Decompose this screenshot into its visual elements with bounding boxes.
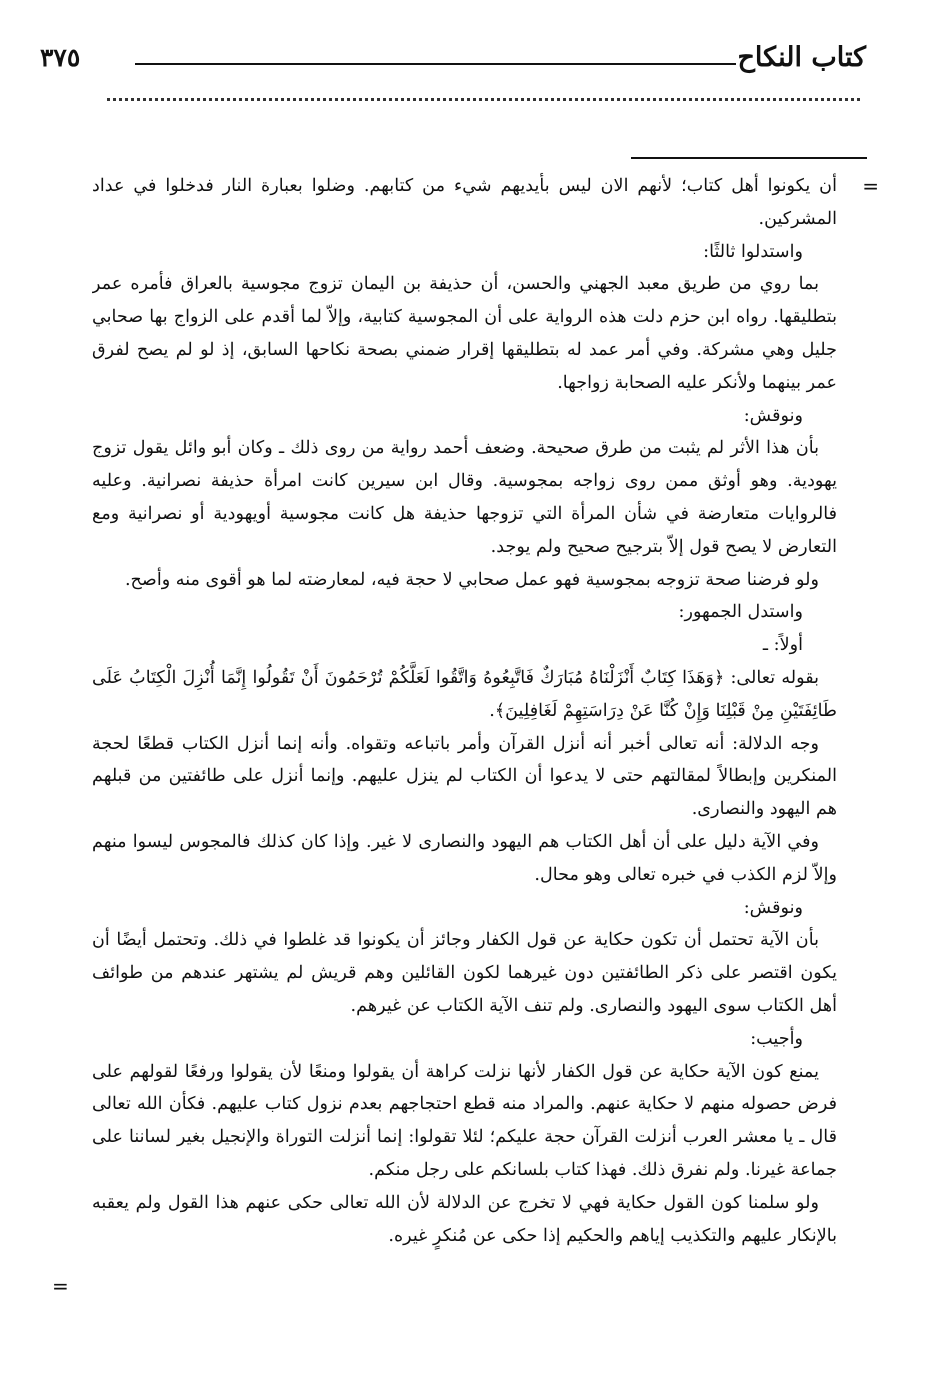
- paragraph: ولو سلمنا كون القول حكاية فهي لا تخرج عن الدلالة لأن الله تعالى حكى عنهم هذا القول ولم يعقبه بالإنكار عليهم والتكذيب إياهم والحكيم إذا حكى عن مُنكرٍ غيره.: [92, 1192, 837, 1246]
- footnote-rule: [631, 157, 867, 159]
- continuation-mark-top: =: [862, 174, 879, 198]
- continuation-mark-bottom: =: [52, 1274, 69, 1298]
- paragraph: بأن الآية تحتمل أن تكون حكاية عن قول الكفار وجائز أن يكونوا قد غلطوا في ذلك. وتحتمل أيضًا أن يكون اقتصر على ذكر الطائفتين دون غيرهما لكون القائلين وهم قريش لم يشتهر عندهم من طوائف أهل الكتاب سوى اليهود والنصارى. ولم تنف الآية الكتاب عن غيرهم.: [92, 930, 837, 1016]
- paragraph: يمنع كون الآية حكاية عن قول الكفار لأنها نزلت كراهة أن يقولوا ومنعًا لأن يقولوا ورفعًا لقولهم على فرض حصوله منهم لا حكاية عنهم. والمراد منه قطع احتجاجهم بعدم نزول كتاب عليهم. فكأن الله تعالى قال ـ يا معشر العرب أنزلت القرآن حجة عليكم؛ لئلا تقولوا: إنما أنزلت التوراة والإنجيل بغير لساننا على جماعة غيرنا. ولم نفرق ذلك. فهذا كتاب بلسانكم على رجل منكم.: [92, 1061, 837, 1180]
- section-heading: ونوقش:: [743, 897, 803, 918]
- section-heading: وأجيب:: [750, 1028, 803, 1049]
- paragraph: ولو فرضنا صحة تزوجه بمجوسية فهو عمل صحابي لا حجة فيه، لمعارضته لما هو أقوى منه وأصح.: [124, 569, 819, 590]
- paragraph: وجه الدلالة: أنه تعالى أخبر أنه أنزل القرآن وأمر باتباعه وتقواه. وأنه إنما أنزل الكتاب قطعًا لحجة المنكرين وإبطالاً لمقالتهم حتى لا يدعوا أن الكتاب لم ينزل عليهم. وإنما أنزل على طائفتين من قبلهم هم اليهود والنصارى.: [92, 733, 837, 820]
- section-heading: واستدل الجمهور:: [678, 602, 803, 623]
- section-heading: واستدلوا ثالثًا:: [703, 241, 803, 262]
- dotted-separator: [107, 98, 860, 101]
- paragraph: وفي الآية دليل على أن أهل الكتاب هم اليهود والنصارى لا غير. وإذا كان كذلك فالمجوس ليسوا منهم وإلاّ لزم الكذب في خبره تعالى وهو محال.: [92, 831, 837, 885]
- section-heading: أولاً: ـ: [762, 635, 803, 656]
- paragraph: بأن هذا الأثر لم يثبت من طرق صحيحة. وضعف أحمد رواية من روى ذلك ـ وكان أبو وائل يقول تزوج يهودية. وهو أوثق ممن روى زواجه بمجوسية. وقال ابن سيرين كانت امرأة حذيفة نصرانية. وعليه فالروايات متعارضة في شأن المرأة التي تزوجها حذيفة هل كانت مجوسية أويهودية أو نصرانية ومع التعارض لا يصح قول إلاّ بترجيح صحيح ولم يوجد.: [92, 438, 837, 557]
- quran-verse-paragraph: بقوله تعالى: ﴿وَهَذَا كِتَابٌ أَنْزَلْنَاهُ مُبَارَكٌ فَاتَّبِعُوهُ وَاتَّقُوا لَعَلَّكُمْ تُرْحَمُونَ أَنْ تَقُولُوا إِنَّمَا أُنْزِلَ الْكِتَابُ عَلَى طَائِفَتَيْنِ مِنْ قَبْلِنَا وَإِنْ كُنَّا عَنْ دِرَاسَتِهِمْ لَغَافِلِينَ﴾.: [92, 667, 837, 721]
- header-rule: [135, 63, 736, 65]
- paragraph: أن يكونوا أهل كتاب؛ لأنهم الان ليس بأيديهم شيء من كتابهم. وضلوا بعبارة النار فدخلوا في عداد المشركين.: [92, 176, 837, 229]
- footnote-body: [92, 170, 837, 1320]
- chapter-title: كتاب النكاح: [737, 42, 866, 73]
- page-number: ٣٧٥: [40, 43, 81, 72]
- page-header: [40, 38, 866, 78]
- paragraph: بما روي من طريق معبد الجهني والحسن، أن حذيفة بن اليمان تزوج مجوسية بالعراق فأمره عمر بتطليقها. رواه ابن حزم دلت هذه الرواية على أن المجوسية كتابية، وإلاّ لما أقدم على الزواج بها صحابي جليل وهي مشركة. وفي أمر عمد له بتطليقها إقرار ضمني بصحة نكاحها السابق، إذ لو لم يصح لفرق عمر بينهما ولأنكر عليه الصحابة زواجها.: [92, 274, 837, 393]
- section-heading: ونوقش:: [743, 405, 803, 426]
